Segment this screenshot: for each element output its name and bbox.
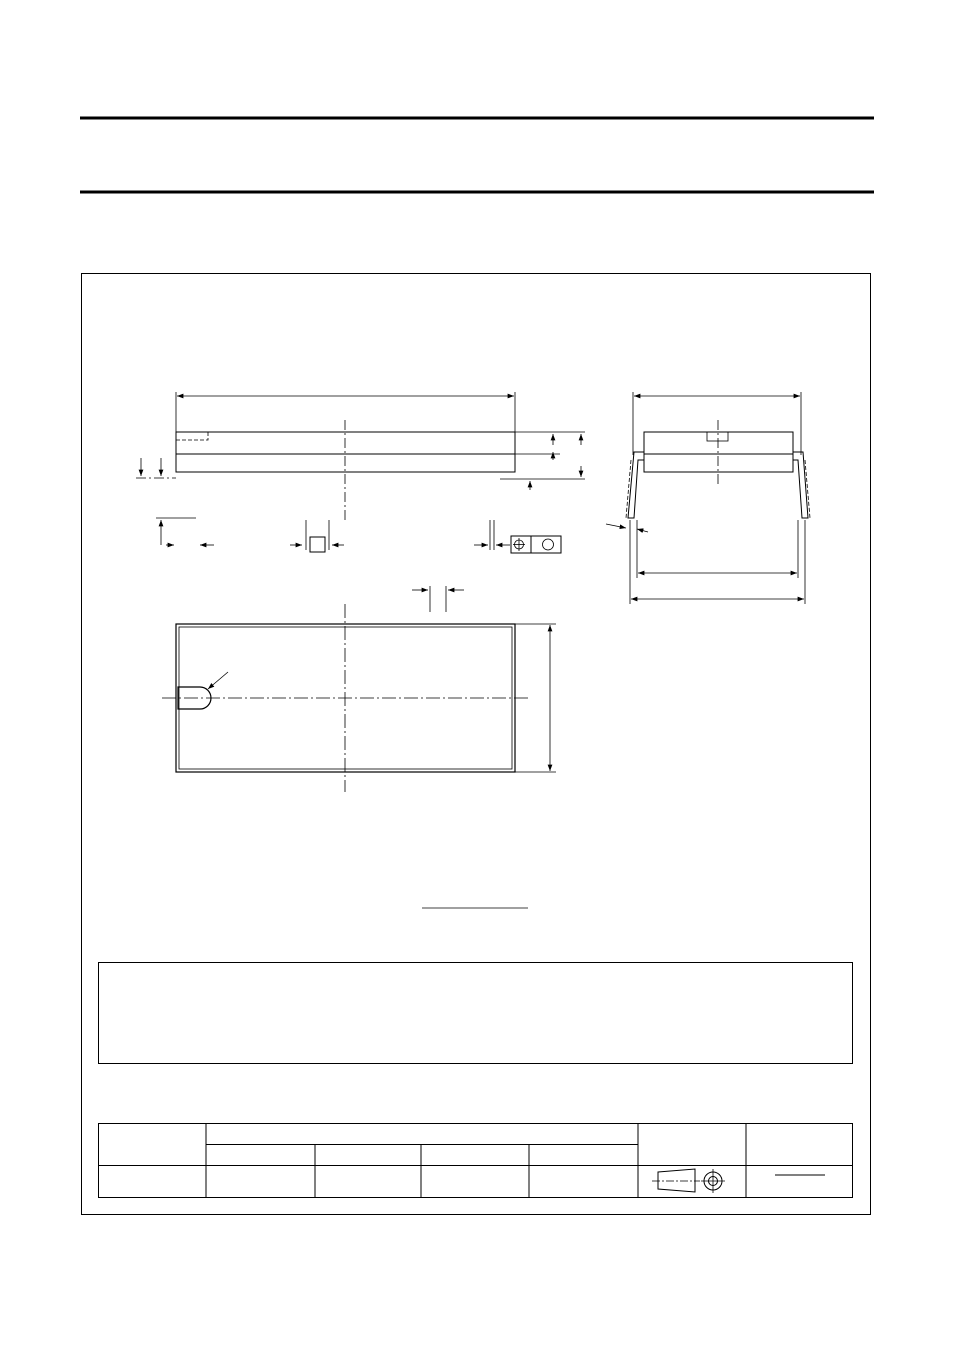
side-view-body [176, 432, 515, 454]
dimensions-table [99, 963, 853, 1064]
position-tolerance-frame [511, 536, 561, 553]
drawing-frame [82, 274, 871, 1215]
side-view [136, 392, 585, 553]
tolerance-box [310, 537, 325, 552]
projection-symbol-icon [652, 1169, 725, 1193]
end-view-body [644, 432, 793, 454]
top-view [162, 586, 556, 792]
end-view [606, 392, 810, 604]
outline-version-table [98, 1123, 853, 1198]
